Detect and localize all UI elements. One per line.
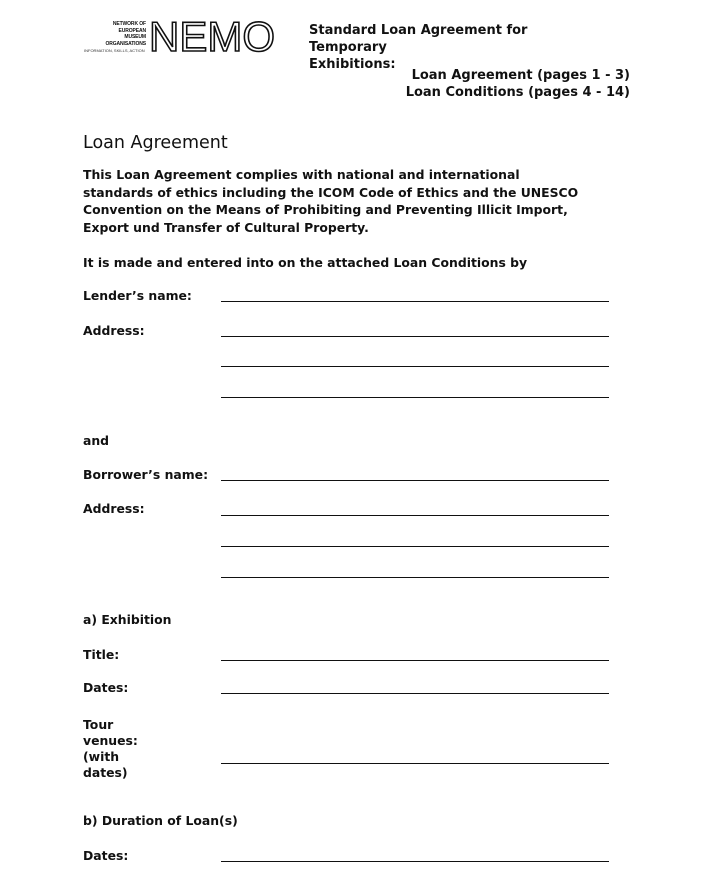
borrower-address-label: Address: [83,501,145,516]
borrower-address-line-3[interactable] [221,577,609,578]
exhibition-heading: a) Exhibition [83,612,172,627]
borrower-address-line-1[interactable] [221,515,609,516]
borrower-name-field[interactable] [221,480,609,481]
logo-org-line: ORGANISATIONS [105,40,146,47]
pages-agreement: Loan Agreement (pages 1 - 3) [411,68,630,83]
duration-dates-field[interactable] [221,861,609,862]
exhibition-dates-field[interactable] [221,693,609,694]
tour-venues-field[interactable] [221,763,609,764]
logo-org-text [84,21,146,47]
lender-address-line-3[interactable] [221,397,609,398]
document-title [309,22,609,73]
lender-address-line-1[interactable] [221,336,609,337]
borrower-address-line-2[interactable] [221,546,609,547]
logo-org-line: NETWORK OF [112,21,146,27]
lender-address-label: Address: [83,323,145,338]
logo-tagline: INFORMATION, SKILLS, ACTION [84,48,145,53]
exhibition-title-label: Title: [83,647,120,662]
document-title-line1: Standard Loan Agreement for Temporary [309,23,528,55]
document-title-line2: Exhibitions: [309,57,396,72]
duration-dates-label: Dates: [83,848,129,863]
logo-org-line: EUROPEAN [118,27,146,34]
section-title: Loan Agreement [83,133,228,153]
intro-paragraph: This Loan Agreement complies with national and international standards of ethics including the ICOM Code of Ethics and the UNESCO Convention on the Means of Prohibiting and Preventing Illicit Import, Export und Transfer of Cultural Property. [83,167,579,235]
duration-heading: b) Duration of Loan(s) [83,813,238,828]
lender-address-line-2[interactable] [221,366,609,367]
exhibition-title-field[interactable] [221,660,609,661]
lender-name-field[interactable] [221,301,609,302]
and-text: and [83,433,110,448]
lender-name-label: Lender’s name: [83,288,192,303]
exhibition-dates-label: Dates: [83,680,129,695]
borrower-name-label: Borrower’s name: [83,467,209,482]
tour-venues-label: Tour venues: (with dates) [83,717,138,780]
entered-text: It is made and entered into on the attached Loan Conditions by [83,255,528,270]
logo-org-line: MUSEUM [124,34,146,41]
nemo-logo: NEMO [149,13,275,60]
pages-conditions: Loan Conditions (pages 4 - 14) [405,85,630,100]
